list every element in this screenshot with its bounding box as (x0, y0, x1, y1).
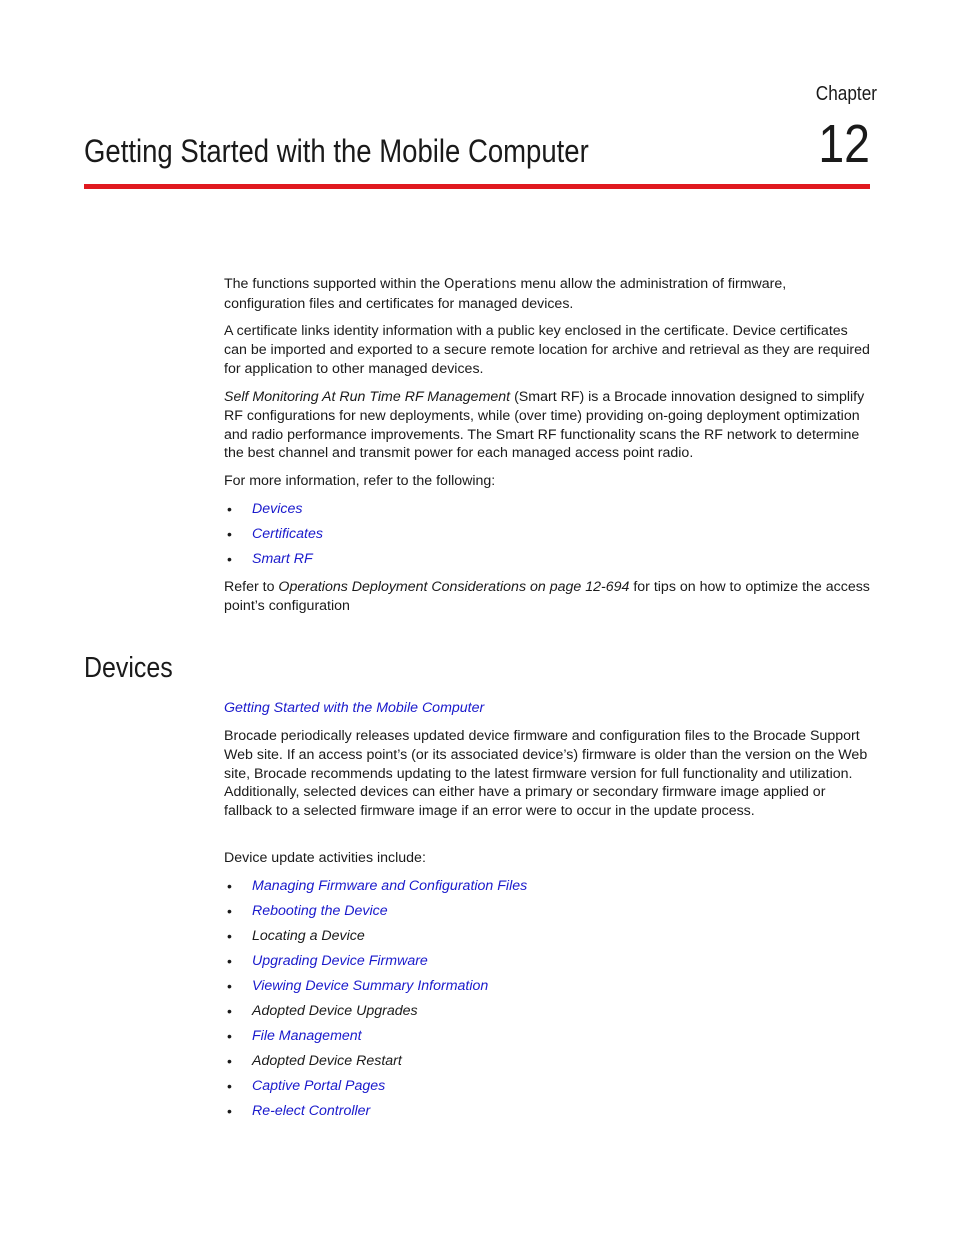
chapter-rule (84, 184, 870, 189)
device-activity-link[interactable]: Rebooting the Device (252, 903, 388, 919)
intro-paragraph-2: A certificate links identity information with a public key enclosed in the certificate. Device certificates can be imported and exported to a secure remote location for archive and retrieval as they are required for application to other managed devices. (224, 323, 870, 377)
device-activity-link[interactable]: Re-elect Controller (252, 1103, 371, 1119)
bullet-icon: • (227, 1103, 232, 1119)
device-activity-link[interactable]: Upgrading Device Firmware (252, 953, 428, 969)
deployment-considerations-ref: Operations Deployment Considerations on page 12-694 (278, 579, 630, 595)
link-smart-rf[interactable]: Smart RF (252, 551, 313, 567)
intro-p5-before: Refer to (224, 579, 279, 595)
devices-paragraph-2: Device update activities include: (224, 850, 426, 866)
bullet-icon: • (227, 526, 232, 542)
device-activity-link[interactable]: File Management (252, 1028, 362, 1044)
device-activity-link[interactable]: Viewing Device Summary Information (252, 978, 489, 994)
bullet-icon: • (227, 953, 232, 969)
back-to-chapter-link[interactable]: Getting Started with the Mobile Computer (224, 700, 485, 716)
bullet-icon: • (227, 903, 232, 919)
bullet-icon: • (227, 501, 232, 517)
operations-menu-term: Operations (444, 277, 517, 292)
bullet-icon: • (227, 1053, 232, 1069)
link-certificates[interactable]: Certificates (252, 526, 323, 542)
intro-paragraph-1 (224, 275, 870, 314)
device-activity-link[interactable]: Captive Portal Pages (252, 1078, 386, 1094)
intro-p1-before: The functions supported within the (224, 276, 445, 292)
intro-p1-after: menu allow the administration of firmware, configuration files and certificates for managed devices. (224, 276, 787, 312)
chapter-title: Getting Started with the Mobile Computer (84, 133, 589, 169)
chapter-number: 12 (818, 114, 870, 174)
bullet-icon: • (227, 1078, 232, 1094)
smart-rf-full-name: Self Monitoring At Run Time RF Management (224, 389, 511, 405)
intro-paragraph-4: For more information, refer to the following: (224, 473, 496, 489)
device-activity-link[interactable]: Managing Firmware and Configuration Files (252, 878, 528, 894)
bullet-icon: • (227, 1028, 232, 1044)
bullet-icon: • (227, 928, 232, 944)
intro-p3-rest: (Smart RF) is a Brocade innovation designed to simplify RF configurations for new deployments, while (over time) providing on-going deployment optimization and radio performance improvements. The Smart RF functionality scans the RF network to determine the best channel and transmit power for each managed access point radio. (224, 389, 865, 462)
bullet-icon: • (227, 551, 232, 567)
intro-p5-after: for tips on how to optimize the access point’s configuration (224, 579, 870, 614)
chapter-label: Chapter (815, 83, 877, 105)
link-devices[interactable]: Devices (252, 501, 303, 517)
section-heading-devices: Devices (84, 652, 173, 684)
device-activity-text: Locating a Device (252, 928, 365, 944)
intro-paragraph-3 (224, 388, 870, 463)
bullet-icon: • (227, 878, 232, 894)
device-activity-text: Adopted Device Restart (252, 1053, 402, 1069)
device-activity-text: Adopted Device Upgrades (252, 1003, 418, 1019)
bullet-icon: • (227, 978, 232, 994)
bullet-icon: • (227, 1003, 232, 1019)
devices-paragraph-1: Brocade periodically releases updated device firmware and configuration files to the Brocade Support Web site. If an access point’s (or its associated device’s) firmware is older than the version on the Web site, Brocade recommends updating to the latest firmware version for full functionality and utilization. Additionally, selected devices can either have a primary or secondary firmware image applied or fallback to a selected firmware image if an error were to occur in the update process. (224, 728, 868, 820)
intro-paragraph-5 (224, 578, 870, 616)
